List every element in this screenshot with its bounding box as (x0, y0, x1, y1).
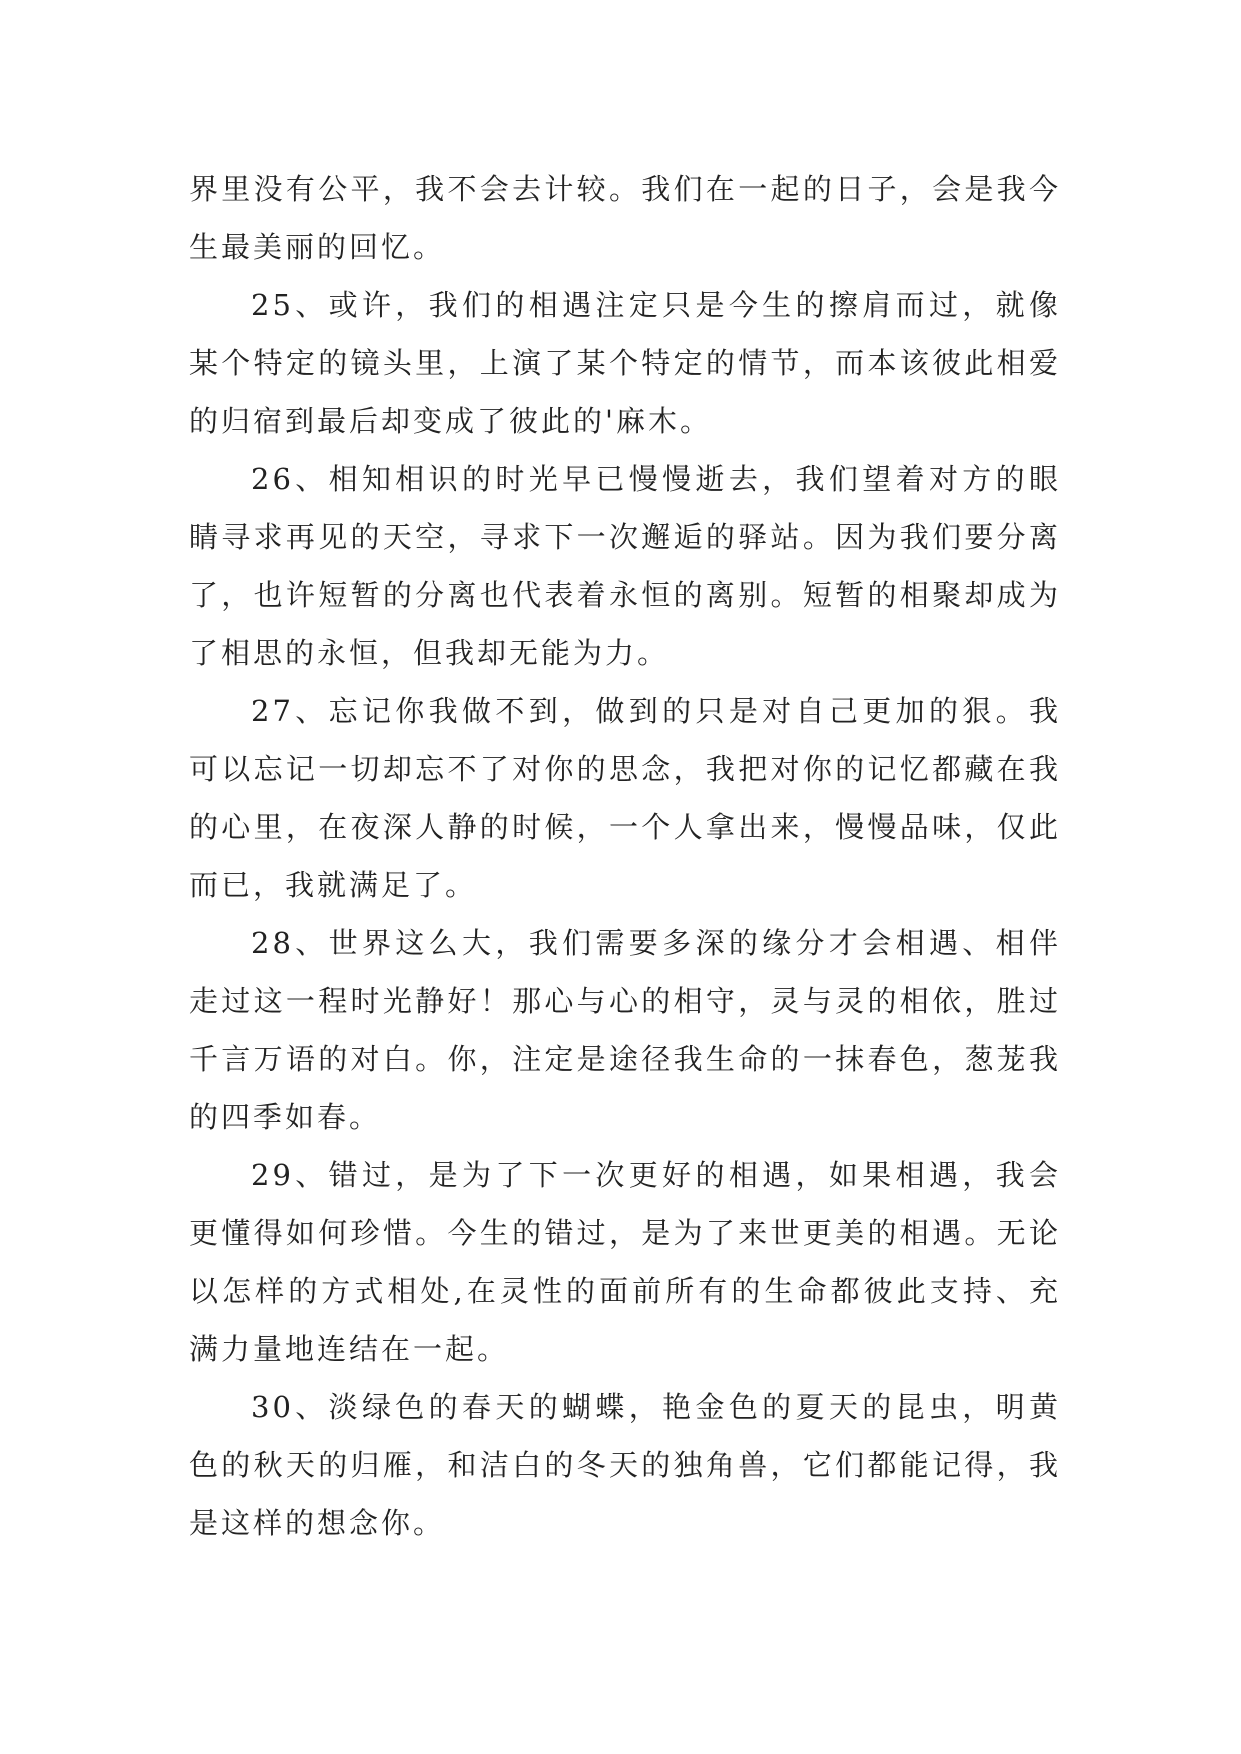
paragraph-item-26: 26、相知相识的时光早已慢慢逝去，我们望着对方的眼睛寻求再见的天空，寻求下一次邂逅的驿站。因为我们要分离了，也许短暂的分离也代表着永恒的离别。短暂的相聚却成为了相思的永恒，但我却无能为力。 (189, 462, 1061, 670)
paragraph-item-25: 25、或许，我们的相遇注定只是今生的擦肩而过，就像某个特定的镜头里，上演了某个特定的情节，而本该彼此相爱的归宿到最后却变成了彼此的'麻木。 (189, 288, 1061, 438)
paragraph-item-29: 29、错过，是为了下一次更好的相遇，如果相遇，我会更懂得如何珍惜。今生的错过，是为了来世更美的相遇。无论以怎样的方式相处,在灵性的面前所有的生命都彼此支持、充满力量地连结在一起。 (189, 1158, 1061, 1366)
paragraph-item-30: 30、淡绿色的春天的蝴蝶，艳金色的夏天的昆虫，明黄色的秋天的归雁，和洁白的冬天的独角兽，它们都能记得，我是这样的想念你。 (189, 1390, 1061, 1540)
paragraph-item-27: 27、忘记你我做不到，做到的只是对自己更加的狠。我可以忘记一切却忘不了对你的思念，我把对你的记忆都藏在我的心里，在夜深人静的时候，一个人拿出来，慢慢品味，仅此而已，我就满足了。 (189, 694, 1061, 902)
paragraph-item-28: 28、世界这么大，我们需要多深的缘分才会相遇、相伴走过这一程时光静好！那心与心的相守，灵与灵的相依，胜过千言万语的对白。你，注定是途径我生命的一抹春色，葱茏我的四季如春。 (189, 926, 1061, 1134)
paragraph-continuation: 界里没有公平，我不会去计较。我们在一起的日子，会是我今生最美丽的回忆。 (189, 172, 1061, 264)
document-body (189, 160, 1061, 1552)
